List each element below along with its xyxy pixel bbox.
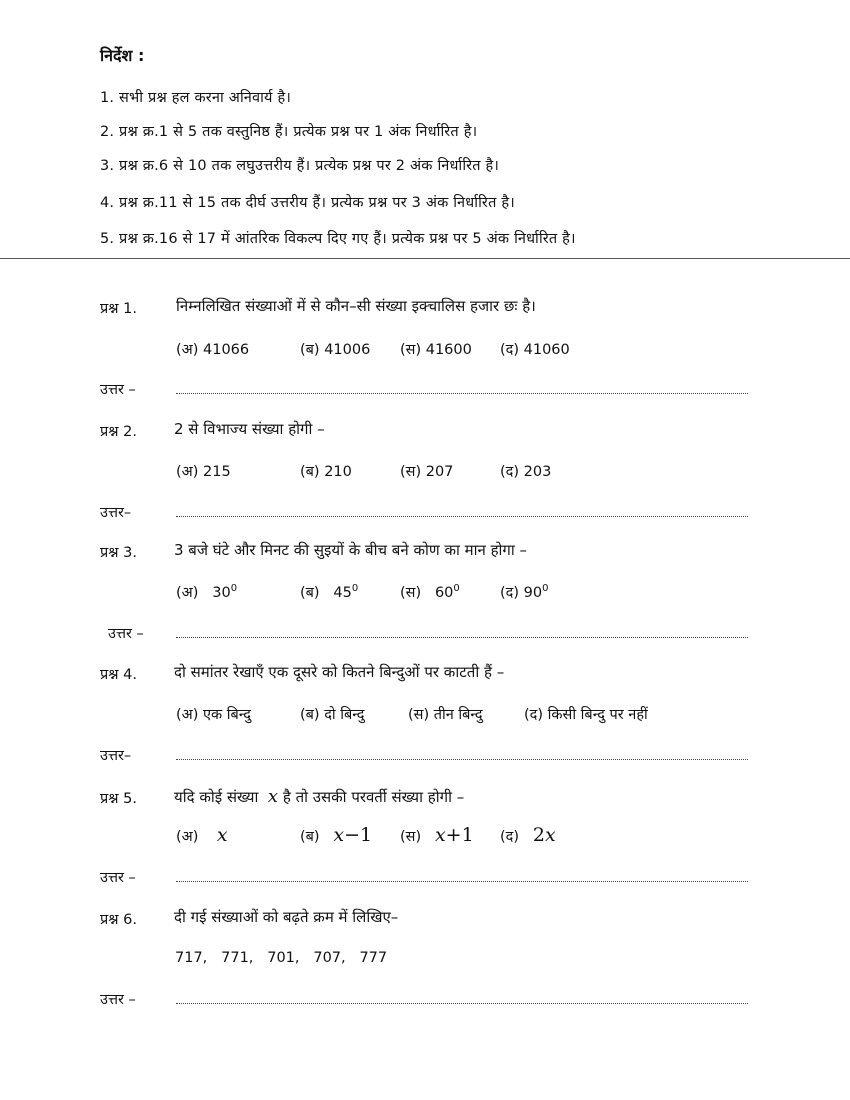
question-5-option-d bbox=[500, 824, 556, 846]
question-5-option-c bbox=[400, 824, 474, 846]
question-6-answer-label: उत्तर – bbox=[100, 992, 136, 1008]
option-operand: −1 bbox=[344, 824, 373, 846]
question-3-text: 3 बजे घंटे और मिनट की सुइयों के बीच बने कोण का मान होगा – bbox=[174, 541, 528, 559]
option-variable: x bbox=[544, 824, 556, 846]
question-2-option-a: (अ) 215 bbox=[176, 464, 231, 480]
option-value: 30 bbox=[212, 585, 231, 601]
option-operand: +1 bbox=[445, 824, 474, 846]
instruction-1: 1. सभी प्रश्न हल करना अनिवार्य है। bbox=[100, 90, 292, 106]
question-2-option-b: (ब) 210 bbox=[300, 464, 352, 480]
option-prefix: (स) bbox=[400, 829, 422, 845]
question-6-text: दी गई संख्याओं को बढ़ते क्रम में लिखिए– bbox=[174, 908, 399, 926]
question-5-label: प्रश्न 5. bbox=[100, 791, 137, 807]
option-prefix: (ब) bbox=[300, 585, 320, 601]
question-3-option-d bbox=[500, 582, 548, 602]
question-1-answer-label: उत्तर – bbox=[100, 382, 136, 398]
question-1-option-d: (द) 41060 bbox=[500, 342, 570, 358]
option-variable: x bbox=[333, 824, 345, 846]
question-4-label: प्रश्न 4. bbox=[100, 667, 137, 683]
question-4-option-d: (द) किसी बिन्दु पर नहीं bbox=[524, 707, 648, 723]
degree-mark: 0 bbox=[542, 583, 549, 595]
question-1-text: निम्नलिखित संख्याओं में से कौन–सी संख्या इक्चालिस हजार छः है। bbox=[176, 297, 536, 315]
section-divider bbox=[0, 258, 850, 259]
degree-mark: 0 bbox=[351, 583, 359, 595]
instruction-2: 2. प्रश्न क्र.1 से 5 तक वस्तुनिष्ठ हैं। प्रत्येक प्रश्न पर 1 अंक निर्धारित है। bbox=[100, 124, 478, 140]
question-1-option-b: (ब) 41006 bbox=[300, 342, 371, 358]
question-1-option-a: (अ) 41066 bbox=[176, 342, 250, 358]
question-2-text: 2 से विभाज्य संख्या होगी – bbox=[174, 420, 325, 438]
option-prefix: (ब) bbox=[300, 829, 320, 845]
question-4-option-b: (ब) दो बिन्दु bbox=[300, 707, 365, 723]
question-3-option-a bbox=[176, 582, 237, 602]
question-4-answer-line[interactable] bbox=[176, 759, 748, 760]
question-5-text-end: है तो उसकी परवर्ती संख्या होगी – bbox=[282, 788, 465, 806]
option-prefix: (द) bbox=[500, 829, 520, 845]
variable-x: x bbox=[267, 786, 279, 807]
option-coefficient: 2 bbox=[532, 824, 545, 846]
question-2-option-d: (द) 203 bbox=[500, 464, 552, 480]
question-1-label: प्रश्न 1. bbox=[100, 301, 137, 317]
question-4-option-a: (अ) एक बिन्दु bbox=[176, 707, 251, 723]
option-variable: x bbox=[216, 824, 228, 846]
question-1-answer-line[interactable] bbox=[176, 393, 748, 394]
question-3-answer-line[interactable] bbox=[176, 637, 748, 638]
question-6-numbers: 717, 771, 701, 707, 777 bbox=[175, 950, 388, 966]
question-5-text bbox=[174, 786, 464, 807]
question-5-option-a bbox=[176, 824, 228, 846]
question-5-answer-label: उत्तर – bbox=[100, 870, 136, 886]
degree-mark: 0 bbox=[453, 583, 460, 595]
question-2-label: प्रश्न 2. bbox=[100, 424, 137, 440]
option-value: 90 bbox=[523, 585, 543, 601]
question-2-answer-label: उत्तर– bbox=[100, 505, 132, 521]
question-6-answer-line[interactable] bbox=[176, 1003, 748, 1004]
option-value: 60 bbox=[434, 585, 454, 601]
question-4-option-c: (स) तीन बिन्दु bbox=[408, 707, 483, 723]
question-5-text-start: यदि कोई संख्या bbox=[174, 788, 259, 806]
question-2-option-c: (स) 207 bbox=[400, 464, 454, 480]
instruction-3: 3. प्रश्न क्र.6 से 10 तक लघुउत्तरीय हैं। प्रत्येक प्रश्न पर 2 अंक निर्धारित है। bbox=[100, 158, 500, 174]
question-2-answer-line[interactable] bbox=[176, 516, 748, 517]
degree-mark: 0 bbox=[230, 583, 238, 595]
question-3-label: प्रश्न 3. bbox=[100, 545, 137, 561]
question-3-option-b bbox=[300, 582, 358, 602]
instructions-title: निर्देश : bbox=[100, 46, 145, 65]
question-4-answer-label: उत्तर– bbox=[100, 748, 132, 764]
option-value: 45 bbox=[333, 585, 352, 601]
option-prefix: (स) bbox=[400, 585, 422, 601]
option-prefix: (द) bbox=[500, 585, 520, 601]
question-4-text: दो समांतर रेखाएँ एक दूसरे को कितने बिन्दुओं पर काटती हैं – bbox=[174, 663, 505, 681]
instruction-5: 5. प्रश्न क्र.16 से 17 में आंतरिक विकल्प दिए गए हैं। प्रत्येक प्रश्न पर 5 अंक निर्धारित है। bbox=[100, 231, 576, 247]
question-3-answer-label: उत्तर – bbox=[108, 626, 144, 642]
question-6-label: प्रश्न 6. bbox=[100, 912, 137, 928]
option-variable: x bbox=[434, 824, 446, 846]
option-prefix: (अ) bbox=[176, 829, 199, 845]
question-5-answer-line[interactable] bbox=[176, 881, 748, 882]
instruction-4: 4. प्रश्न क्र.11 से 15 तक दीर्घ उत्तरीय हैं। प्रत्येक प्रश्न पर 3 अंक निर्धारित है। bbox=[100, 195, 515, 211]
question-1-option-c: (स) 41600 bbox=[400, 342, 472, 358]
option-prefix: (अ) bbox=[176, 585, 199, 601]
question-3-option-c bbox=[400, 582, 460, 602]
question-5-option-b bbox=[300, 824, 372, 846]
